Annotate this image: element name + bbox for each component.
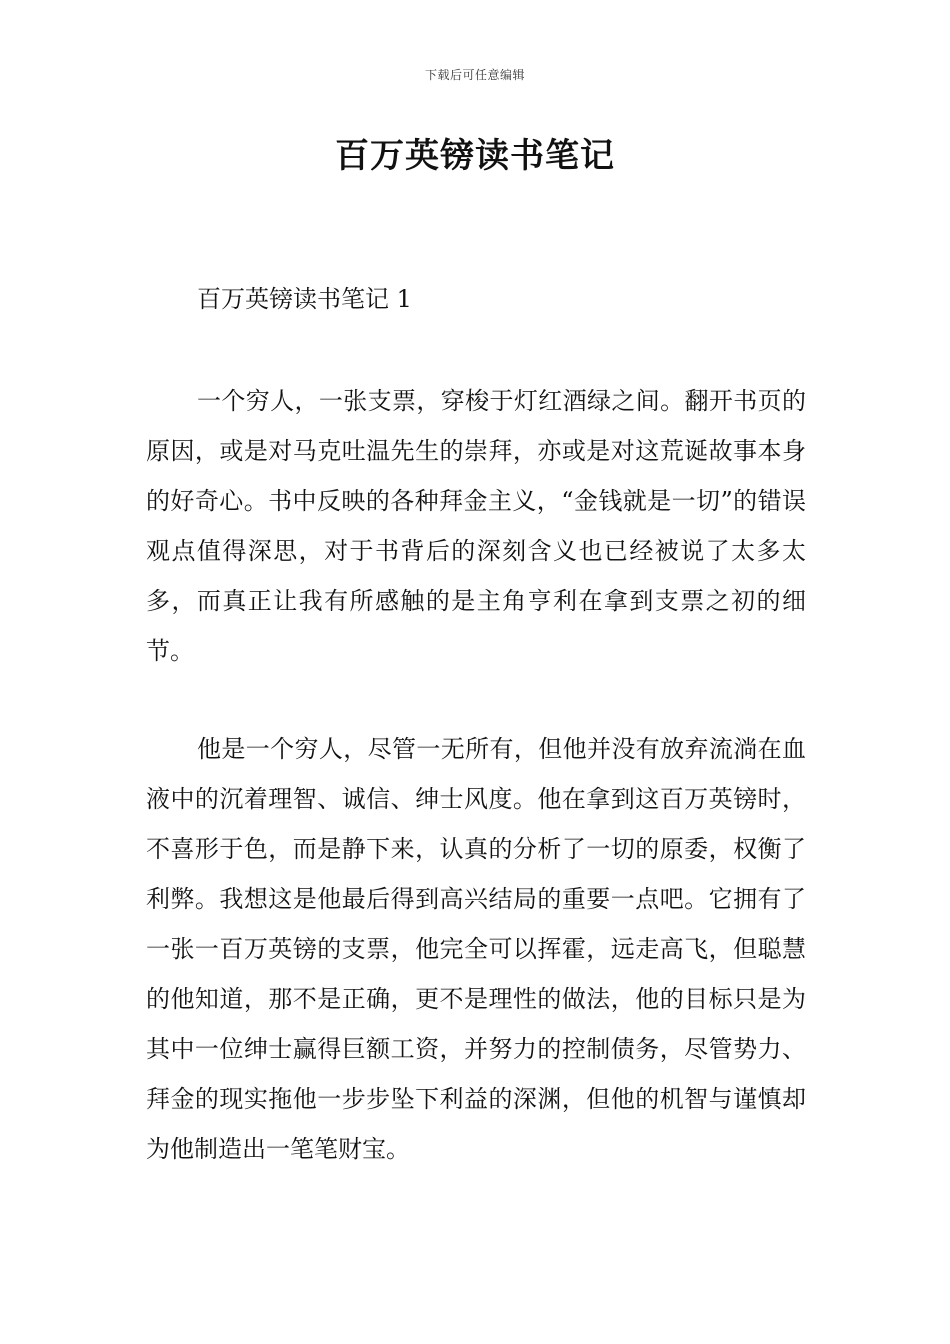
- paragraph-1: 一个穷人，一张支票，穿梭于灯红酒绿之间。翻开书页的原因，或是对马克吐温先生的崇拜，亦或是对这荒诞故事本身的好奇心。书中反映的各种拜金主义，“金钱就是一切”的错误观点值得深思，对于书背后的深刻含义也已经被说了太多太多，而真正让我有所感触的是主角亨利在拿到支票之初的细节。: [146, 387, 806, 665]
- section-heading: 百万英镑读书笔记 1: [197, 285, 412, 313]
- paragraph-2: 他是一个穷人，尽管一无所有，但他并没有放弃流淌在血液中的沉着理智、诚信、绅士风度。他在拿到这百万英镑时，不喜形于色，而是静下来，认真的分析了一切的原委，权衡了利弊。我想这是他最后得到高兴结局的重要一点吧。它拥有了一张一百万英镑的支票，他完全可以挥霍，远走高飞，但聪慧的他知道，那不是正确，更不是理性的做法，他的目标只是为其中一位绅士赢得巨额工资，并努力的控制债务，尽管势力、拜金的现实拖他一步步坠下利益的深渊，但他的机智与谨慎却为他制造出一笔笔财宝。: [146, 735, 806, 1163]
- document-body: [146, 278, 806, 1222]
- document-title: 百万英镑读书笔记: [335, 136, 615, 176]
- header-note: 下载后可任意编辑: [424, 68, 525, 82]
